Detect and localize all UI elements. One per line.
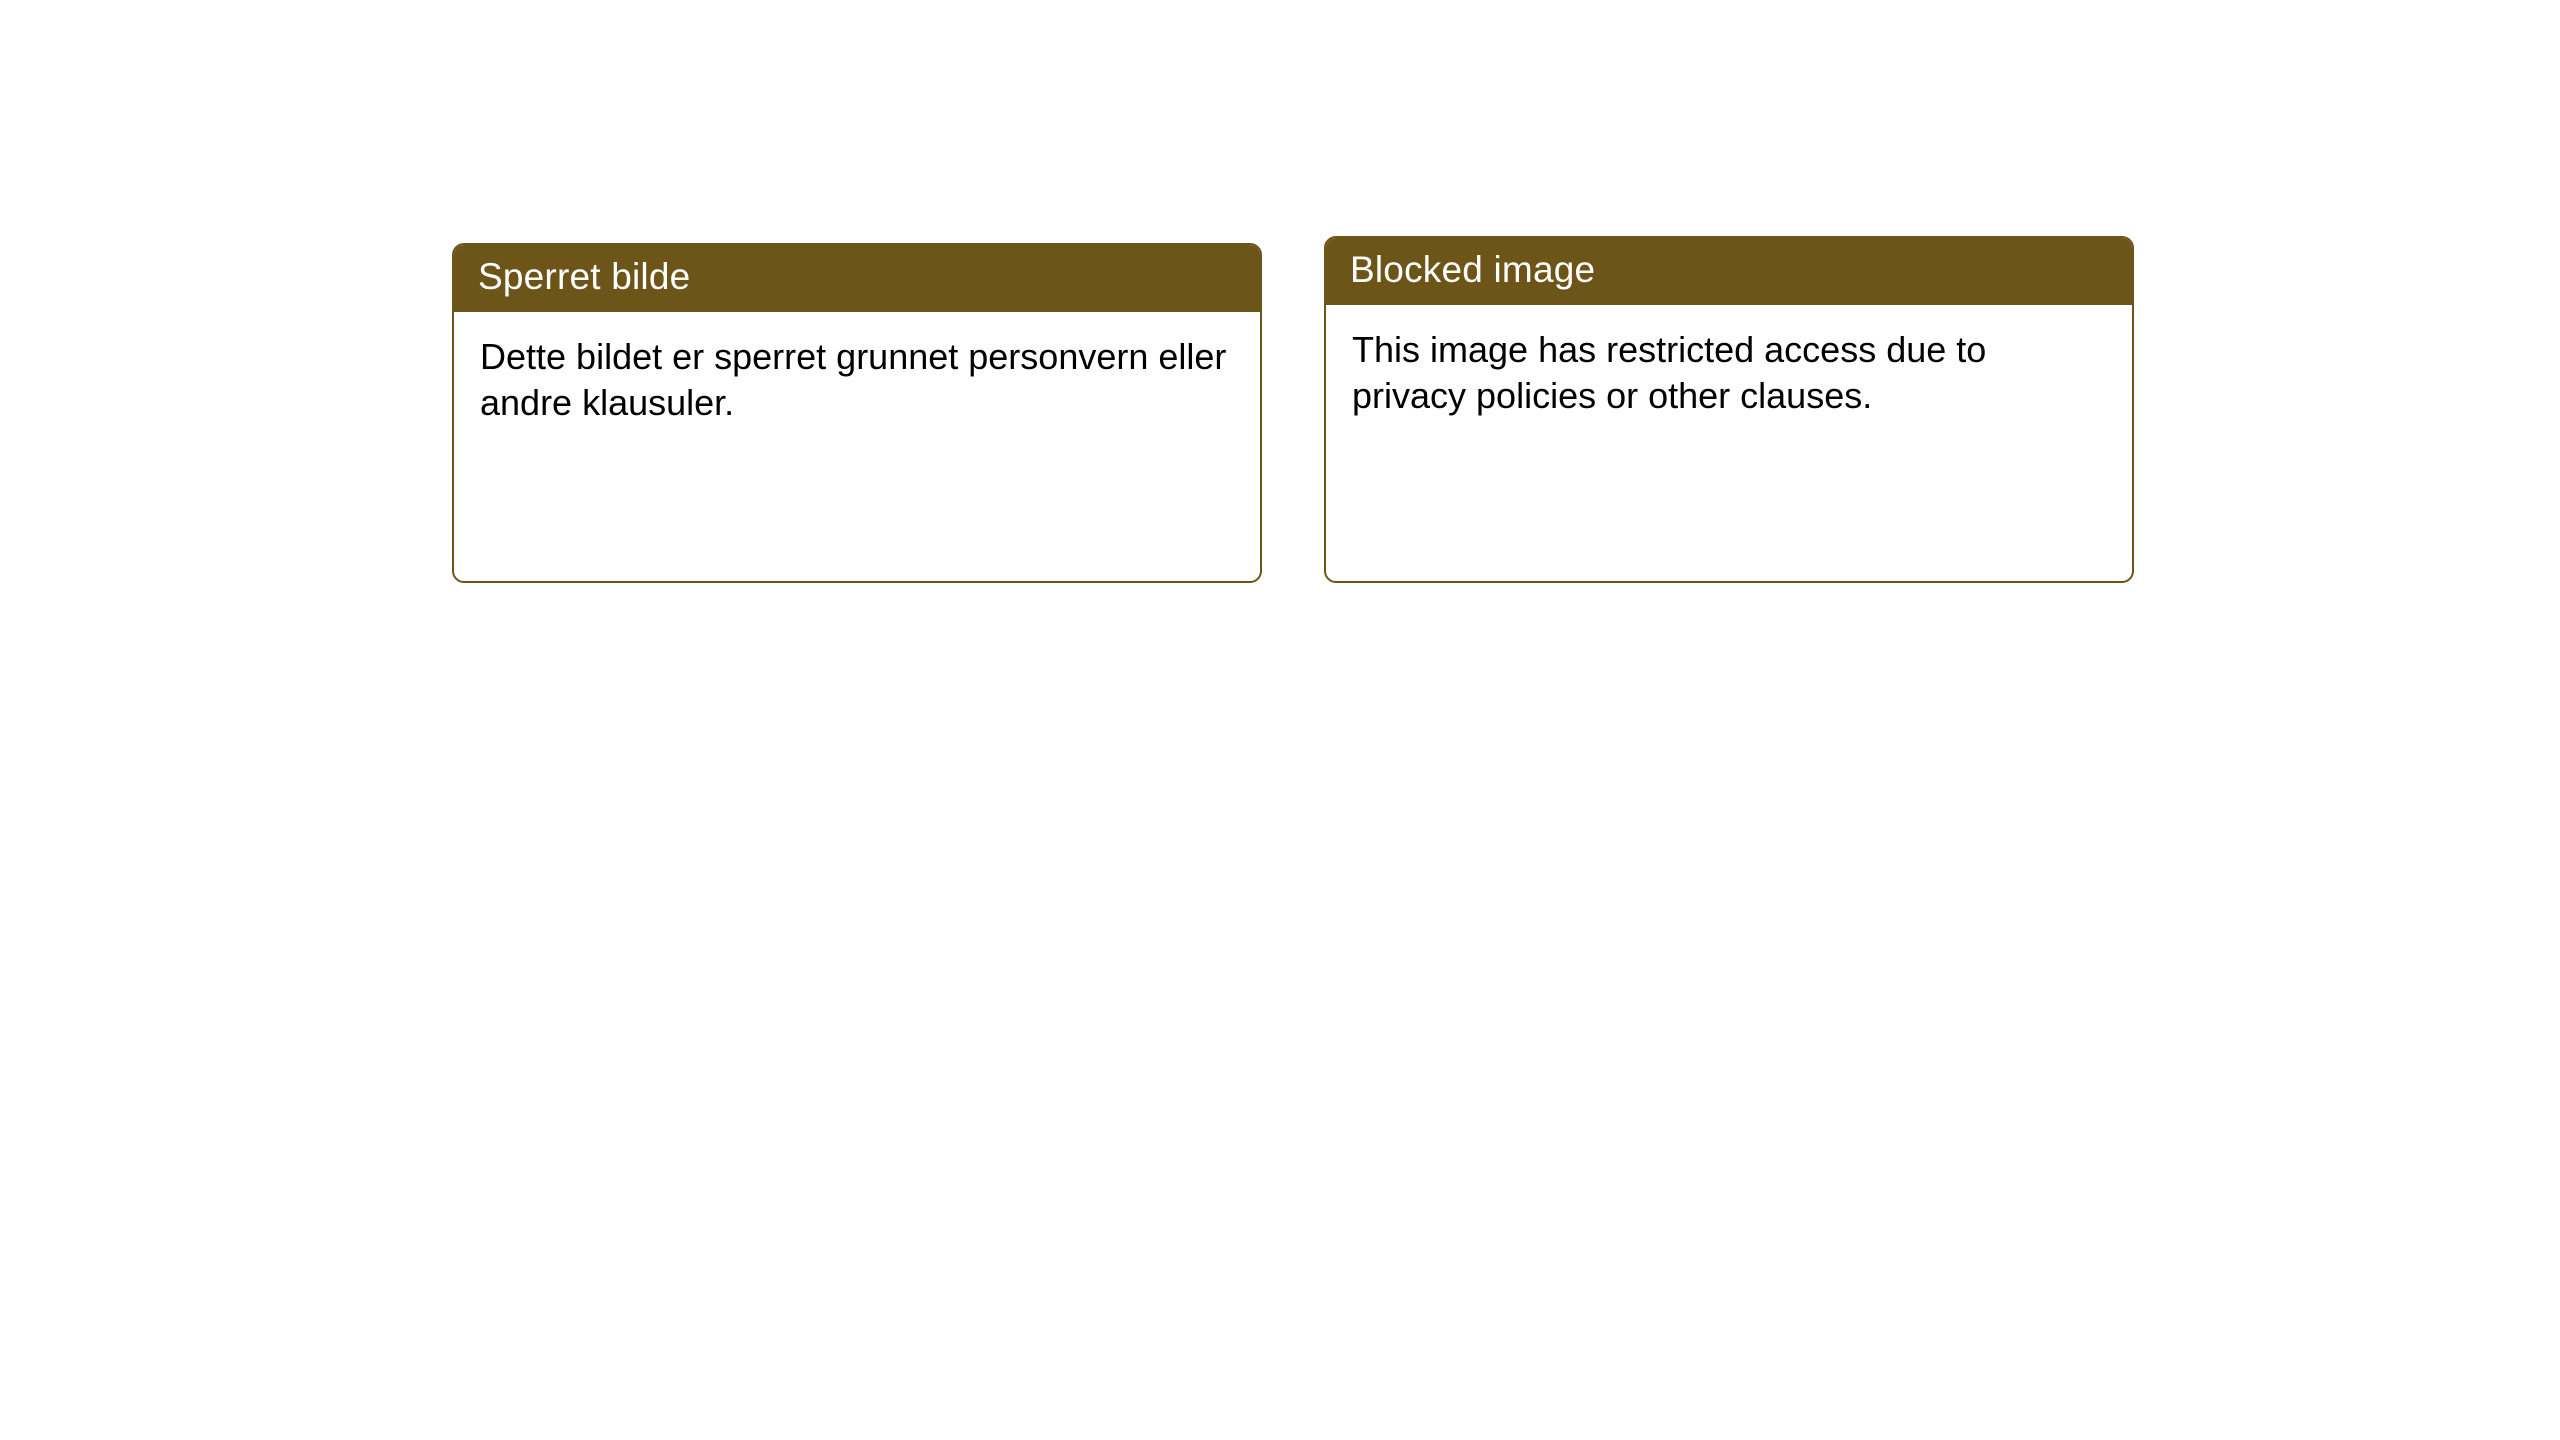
notice-body-en <box>1326 305 2132 443</box>
notice-body-no <box>454 312 1260 450</box>
blocked-image-notice-no <box>452 243 1262 583</box>
notice-body-text-no: Dette bildet er sperret grunnet personvern eller andre klausuler. <box>480 336 1227 424</box>
notice-title-no: Sperret bilde <box>454 245 1260 312</box>
notice-body-text-en: This image has restricted access due to privacy policies or other clauses. <box>1352 329 1987 417</box>
notice-title-en: Blocked image <box>1326 238 2132 305</box>
blocked-image-notice-en <box>1324 236 2134 583</box>
